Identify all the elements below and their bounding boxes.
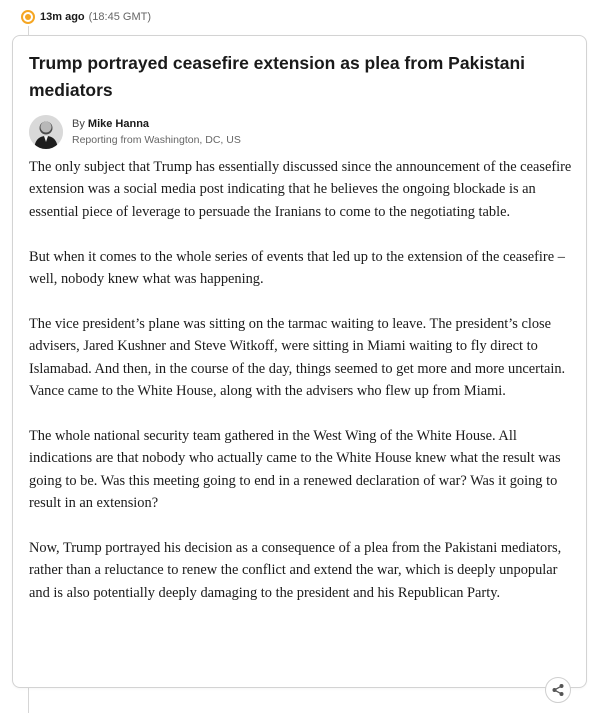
share-icon	[551, 683, 565, 697]
post-paragraph: Now, Trump portrayed his decision as a consequence of a plea from the Pakistani mediators, rather than a reluctance to renew the conflict and extend the war, which is deeply unpopular and is also potentially deeply damaging to the president and his Republican Party.	[29, 539, 562, 601]
update-time-row	[21, 9, 151, 25]
timestamp: (18:45 GMT)	[88, 11, 151, 23]
live-update-card	[12, 35, 587, 688]
post-paragraph: The whole national security team gathered in the West Wing of the White House. All indications are that nobody who actually came to the White House knew what the result was going to be. Was this meeting going to end in a renewed declaration of war? Was it going to result in an extension?	[29, 427, 561, 512]
post-body	[29, 156, 577, 626]
byline-text	[72, 116, 241, 148]
post-headline: Trump portrayed ceasefire extension as plea from Pakistani mediators	[29, 53, 526, 100]
author-photo-icon	[29, 115, 63, 149]
author-name[interactable]: Mike Hanna	[87, 118, 150, 130]
byline-prefix: By	[72, 118, 85, 130]
post-paragraph: But when it comes to the whole series of events that led up to the extension of the ceasefire – well, nobody knew what was happening.	[29, 248, 565, 288]
byline	[29, 112, 241, 152]
post-paragraph: The vice president’s plane was sitting on the tarmac waiting to leave. The president’s close advisers, Jared Kushner and Steve Witkoff, were sitting in Miami waiting to fly direct to Islamabad. And then, in the course of the day, things seemed to get more and more uncertain. Vance came to the White House, along with the advisers who flew up from Miami.	[29, 315, 566, 400]
byline-name-row	[72, 116, 241, 132]
author-avatar[interactable]	[29, 115, 63, 149]
time-ago: 13m ago	[40, 11, 85, 23]
share-button[interactable]	[545, 677, 571, 703]
author-location: Reporting from Washington, DC, US	[72, 134, 241, 146]
live-dot-icon	[21, 10, 35, 24]
post-paragraph: The only subject that Trump has essentially discussed since the announcement of the ceasefire extension was a social media post indicating that he believes the ongoing blockade is an essential piece of leverage to persuade the Iranians to come to the negotiating table.	[29, 159, 572, 220]
live-dot-icon-center	[25, 14, 31, 20]
